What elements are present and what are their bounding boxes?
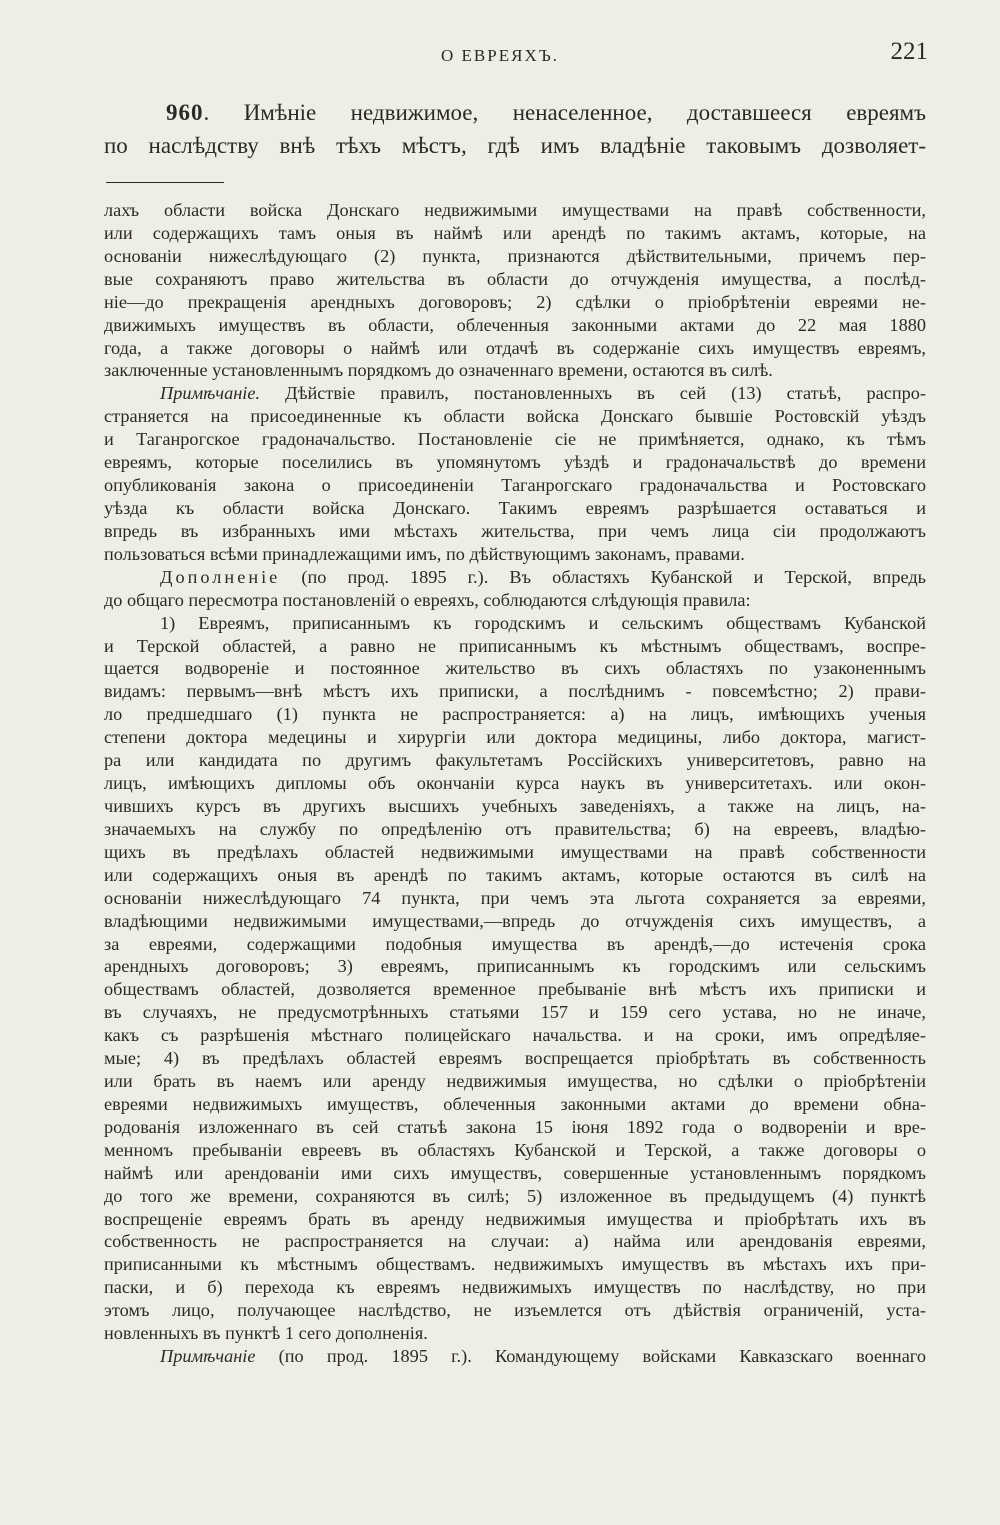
text-line: опубликованія закона о присоединеніи Таганрогскаго градоначальства и Ростовскаго bbox=[104, 475, 926, 496]
article-text-2: по наслѣдству внѣ тѣхъ мѣстъ, гдѣ имъ владѣніе таковымъ дозволяет- bbox=[104, 133, 926, 158]
note-paragraph bbox=[104, 382, 926, 565]
note2-paragraph bbox=[104, 1345, 926, 1368]
text-line: года, а также договоры о наймѣ или отдачѣ въ содержаніе сихъ имуществъ евреямъ, bbox=[104, 337, 926, 358]
running-title: О ЕВРЕЯХЪ. bbox=[441, 46, 559, 65]
page-number: 221 bbox=[890, 38, 928, 65]
text-line: родованія изложеннаго въ сей статьѣ закона 15 іюня 1892 года о водвореніи и вре- bbox=[104, 1116, 926, 1137]
text-line: щихъ въ предѣлахъ областей недвижимыми имуществами на правѣ собственности bbox=[104, 841, 926, 862]
text-line: и Терской областей, а равно не приписаннымъ къ мѣстнымъ обществамъ, воспре- bbox=[104, 635, 926, 656]
text-line: основаніи нижеслѣдующаго (2) пункта, признаются дѣйствительными, причемъ пер- bbox=[104, 245, 926, 266]
article-number: 960 bbox=[166, 100, 204, 125]
note2-label: Примѣчаніе bbox=[160, 1346, 256, 1367]
text-line: ло предшедшаго (1) пункта не распространяется: а) на лицъ, имѣющихъ ученыя bbox=[104, 704, 926, 725]
note-label: Примѣчаніе. bbox=[160, 383, 261, 404]
text-line: впредь въ избранныхъ ими мѣстахъ жительства, при чемъ лица сіи продолжаютъ bbox=[104, 520, 926, 541]
text-line: лахъ области войска Донскаго недвижимыми имуществами на правѣ собственности, bbox=[104, 200, 926, 220]
text-line: евреями недвижимыхъ имуществъ, облеченныя законными актами до времени обна- bbox=[104, 1093, 926, 1114]
text-line: степени доктора медецины и хирургіи или доктора медицины, либо доктора, магист- bbox=[104, 727, 926, 748]
text-line: ра или кандидата по другимъ факультетамъ Россійскихъ университетовъ, равно на bbox=[104, 750, 926, 771]
text-line: пользоваться всѣми принадлежащими имъ, по дѣйствующимъ законамъ, правами. bbox=[104, 543, 745, 564]
text-line: арендныхъ договоровъ; 3) евреямъ, приписаннымъ къ городскимъ или сельскимъ bbox=[104, 956, 926, 977]
text-line: за евреями, содержащими подобныя имущества въ арендѣ,—до истеченія срока bbox=[104, 933, 926, 954]
note-first-line bbox=[104, 382, 926, 405]
text-line: евреямъ, которые поселились въ упомянутомъ уѣздѣ и градоначальствѣ до времени bbox=[104, 452, 926, 473]
text-line: уѣзда къ области войска Донскаго. Такимъ евреямъ разрѣшается оставаться и bbox=[104, 497, 926, 518]
text-line: до общаго пересмотра постановленій о евреяхъ, соблюдаются слѣдующія правила: bbox=[104, 589, 751, 610]
rules-paragraph bbox=[104, 612, 926, 1346]
text-line: этомъ лицо, получающее наслѣдство, не изъемлется отъ дѣйствія ограниченій, уста- bbox=[104, 1300, 926, 1321]
text-line: ніе—до прекращенія арендныхъ договоровъ; 2) сдѣлки о пріобрѣтеніи евреями не- bbox=[104, 291, 926, 312]
note2-first-line bbox=[104, 1345, 926, 1368]
article-line: 960. Имѣніе недвижимое, ненаселенное, доставшееся евреямъ bbox=[166, 100, 927, 125]
text-line: заключенные установленнымъ порядкомъ до означеннаго времени, остаются въ силѣ. bbox=[104, 360, 773, 381]
text-line: лицъ, имѣющихъ дипломы объ окончаніи курса наукъ въ университетахъ. или окон- bbox=[104, 773, 926, 794]
text-line: или содержащихъ оныя въ арендѣ по такимъ актамъ, которые остаются въ силѣ на bbox=[104, 864, 926, 885]
text-line: новленныхъ въ пунктѣ 1 сего дополненія. bbox=[104, 1323, 428, 1344]
supplement-first-line bbox=[104, 566, 926, 589]
text-line: основаніи нижеслѣдующаго 74 пункта, при чемъ эта льгота сохраняется за евреями, bbox=[104, 887, 926, 908]
text-line: и Таганрогское градоначальство. Постановленіе сіе не примѣняется, однако, къ тѣмъ bbox=[104, 429, 926, 450]
text-line: мые; 4) въ предѣлахъ областей евреямъ воспрещается пріобрѣтать въ собственность bbox=[104, 1048, 926, 1069]
rules-first-line bbox=[104, 612, 926, 635]
text-line: щается водвореніе и постоянное жительство въ сихъ областяхъ по узаконеннымъ bbox=[104, 658, 926, 679]
text-line: въ случаяхъ, не предусмотрѣнныхъ статьями 157 и 159 сего устава, но не иначе, bbox=[104, 1002, 926, 1023]
text-line: обществамъ областей, дозволяется временное пребываніе внѣ мѣстъ ихъ приписки и bbox=[104, 979, 926, 1000]
text-line: страняется на присоединенные къ области войска Донскаго бывшіе Ростовскій уѣздъ bbox=[104, 406, 926, 427]
text-line: приписанными къ мѣстнымъ обществамъ. недвижимыхъ имуществъ въ мѣстахъ ихъ при- bbox=[104, 1254, 926, 1275]
text-line: какъ съ разрѣшенія мѣстнаго полицейскаго начальства. и на сроки, имъ опредѣляе- bbox=[104, 1025, 926, 1046]
text-line: паски, и б) перехода къ евреямъ недвижимыхъ имуществъ по наслѣдству, но при bbox=[104, 1277, 926, 1298]
text-line: или брать въ наемъ или аренду недвижимыя имущества, но сдѣлки о пріобрѣтеніи bbox=[104, 1071, 926, 1092]
text-line: воспрещеніе евреямъ брать въ аренду недвижимыя имущества и пріобрѣтать ихъ въ bbox=[104, 1208, 926, 1229]
rules-first-text: 1) Евреямъ, приписаннымъ къ городскимъ и сельскимъ обществамъ Кубанской bbox=[160, 612, 926, 633]
article-960 bbox=[104, 96, 926, 162]
text-line: до того же времени, сохраняются въ силѣ; 5) изложенное въ предыдущемъ (4) пунктѣ bbox=[104, 1185, 926, 1206]
footnote-continuation bbox=[104, 199, 926, 382]
text-line: видамъ: первымъ—внѣ мѣстъ ихъ приписки, а послѣднимъ - повсемѣстно; 2) прави- bbox=[104, 681, 926, 702]
supplement-paragraph bbox=[104, 566, 926, 612]
text-line: движимыхъ имуществъ въ области, облеченныя законными актами до 22 мая 1880 bbox=[104, 314, 926, 335]
text-line: чившихъ курсъ въ другихъ высшихъ учебныхъ заведеніяхъ, а также на лицъ, на- bbox=[104, 795, 926, 816]
page-header bbox=[0, 38, 1000, 78]
text-line: значаемыхъ на службу по опредѣленію отъ правительства; б) на евреевъ, владѣю- bbox=[104, 818, 926, 839]
article-text-1: Имѣніе недвижимое, ненаселенное, доставшееся евреямъ bbox=[243, 100, 927, 125]
text-line: вые сохраняютъ право жительства въ области до отчужденія имущества, а послѣд- bbox=[104, 268, 926, 289]
supplement-first-text: (по прод. 1895 г.). Въ областяхъ Кубанской и Терской, впредь bbox=[301, 566, 926, 587]
text-line: или содержащихъ тамъ оныя въ наймѣ или арендѣ по такимъ актамъ, которые, на bbox=[104, 222, 926, 243]
note2-first-text: (по прод. 1895 г.). Командующему войсками Кавказскаго военнаго bbox=[278, 1346, 926, 1367]
footnote-separator bbox=[106, 182, 224, 183]
text-line: собственность не распространяется на случаи: а) найма или арендованія евреями, bbox=[104, 1231, 926, 1252]
text-line: менномъ пребываніи евреевъ въ областяхъ Кубанской и Терской, а также договоры о bbox=[104, 1139, 926, 1160]
text-line: наймѣ или арендованіи ими сихъ имуществъ, совершенные установленнымъ порядкомъ bbox=[104, 1162, 926, 1183]
footnotes-block bbox=[104, 199, 926, 1368]
text-line: владѣющими недвижимыми имуществами,—впредь до отчужденія сихъ имуществъ, а bbox=[104, 910, 926, 931]
supplement-label: Дополненіе bbox=[160, 566, 281, 587]
note-first-text: Дѣйствіе правилъ, постановленныхъ въ сей (13) статьѣ, распро- bbox=[285, 383, 926, 404]
